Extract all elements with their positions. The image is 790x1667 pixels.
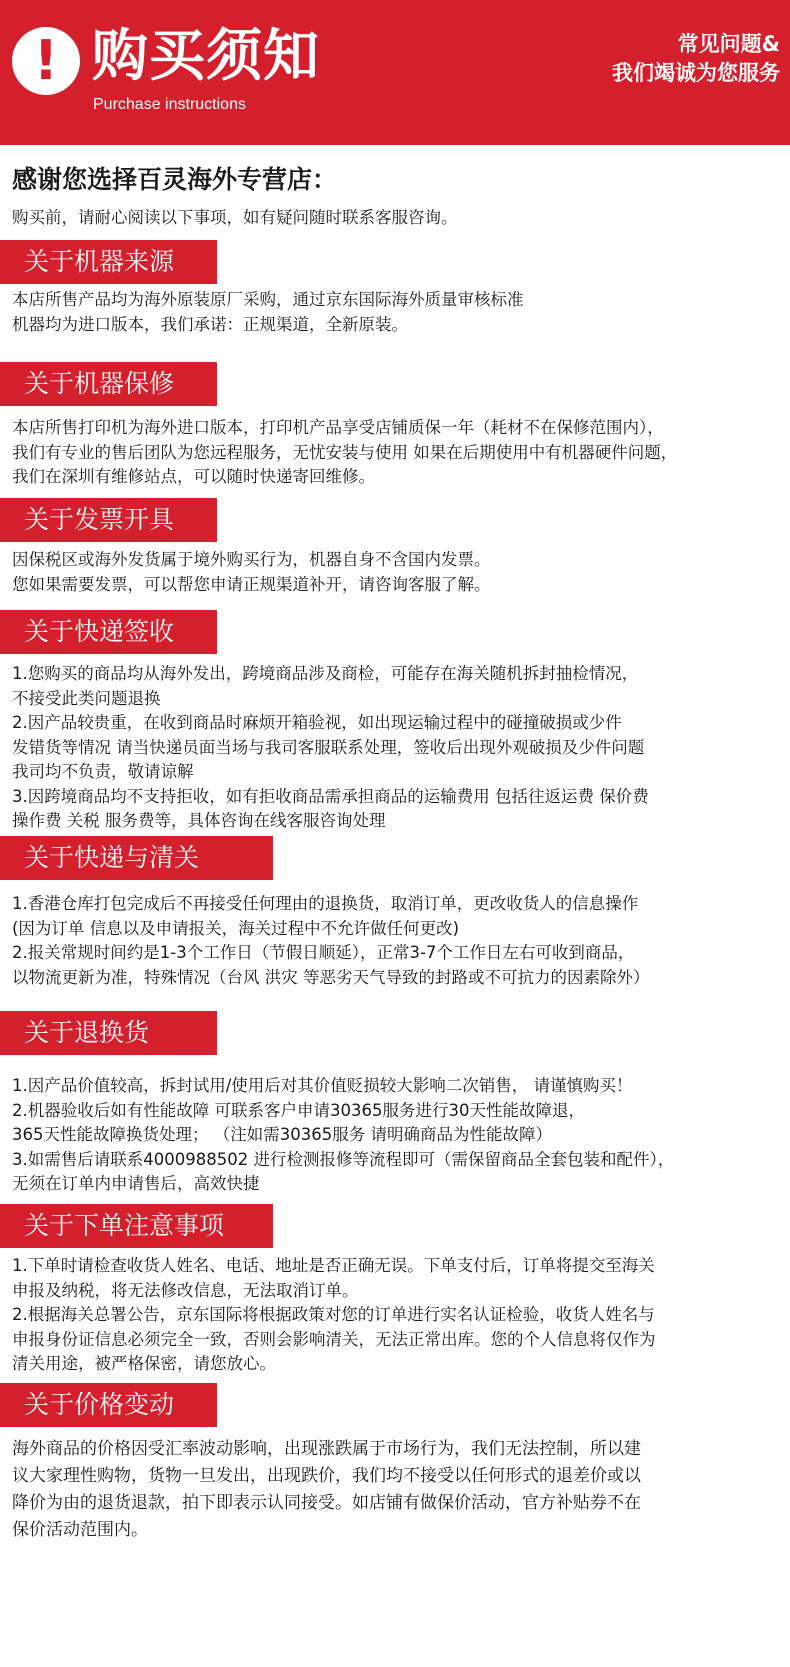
body-line: 本店所售产品均为海外原装原厂采购，通过京东国际海外质量审核标准 bbox=[12, 290, 524, 309]
body-line: 保价活动范围内。 bbox=[12, 1520, 148, 1540]
exclamation-icon: ! bbox=[12, 27, 80, 95]
body-line: 我司均不负责，敬请谅解 bbox=[12, 762, 194, 781]
page-title: 购买须知 bbox=[92, 24, 320, 89]
section-body-source bbox=[12, 288, 782, 337]
section-body-delivery bbox=[12, 662, 782, 834]
body-line: 操作费 关税 服务费等，具体咨询在线客服咨询处理 bbox=[12, 811, 386, 830]
body-line: 无须在订单内申请售后，高效快捷 bbox=[12, 1174, 260, 1193]
body-line: 海外商品的价格因受汇率波动影响，出现涨跌属于市场行为，我们无法控制，所以建 bbox=[12, 1439, 641, 1459]
section-heading-price-change: 关于价格变动 bbox=[0, 1383, 217, 1427]
section-heading-warranty: 关于机器保修 bbox=[0, 362, 217, 406]
section-body-price-change bbox=[12, 1436, 782, 1544]
body-line: 您如果需要发票，可以帮您申请正规渠道补开，请咨询客服了解。 bbox=[12, 574, 491, 594]
body-line: 我们在深圳有维修站点，可以随时快递寄回维修。 bbox=[12, 467, 375, 486]
body-line: 清关用途，被严格保密，请您放心。 bbox=[12, 1354, 276, 1373]
body-line: 本店所售打印机为海外进口版本，打印机产品享受店铺质保一年（耗材不在保修范围内）， bbox=[12, 418, 664, 437]
body-line: 2.报关常规时间约是1-3个工作日（节假日顺延），正常3-7个工作日左右可收到商品， bbox=[12, 943, 635, 962]
section-body-warranty bbox=[12, 416, 782, 490]
body-line: 2.机器验收后如有性能故障 可联系客户申请30365服务进行30天性能故障退， bbox=[12, 1100, 585, 1120]
slogan-line-1: 常见问题& bbox=[677, 32, 780, 56]
body-line: 2.因产品较贵重，在收到商品时麻烦开箱验视，如出现运输过程中的碰撞破损或少件 bbox=[12, 713, 622, 732]
header-banner bbox=[0, 0, 790, 145]
body-line: 1.下单时请检查收货人姓名、电话、地址是否正确无误。下单支付后，订单将提交至海关 bbox=[12, 1256, 655, 1275]
body-line: 1.您购买的商品均从海外发出，跨境商品涉及商检，可能存在海关随机拆封抽检情况， bbox=[12, 664, 639, 683]
section-body-returns bbox=[12, 1074, 782, 1197]
body-line: 机器均为进口版本，我们承诺：正规渠道，全新原装。 bbox=[12, 314, 408, 334]
body-line: 不接受此类问题退换 bbox=[12, 688, 161, 708]
body-line: 申报及纳税，将无法修改信息，无法取消订单。 bbox=[12, 1280, 359, 1300]
body-line: 以物流更新为准，特殊情况（台风 洪灾 等恶劣天气导致的封路或不可抗力的因素除外） bbox=[12, 967, 650, 987]
page-subtitle: Purchase instructions bbox=[93, 96, 246, 113]
body-line: 因保税区或海外发货属于境外购买行为，机器自身不含国内发票。 bbox=[12, 550, 491, 569]
intro-title: 感谢您选择百灵海外专营店： bbox=[12, 165, 338, 194]
section-heading-order-notes: 关于下单注意事项 bbox=[0, 1204, 273, 1248]
header-slogan bbox=[612, 30, 780, 88]
body-line: 2.根据海关总署公告，京东国际将根据政策对您的订单进行实名认证检验，收货人姓名与 bbox=[12, 1305, 655, 1324]
body-line: 降价为由的退货退款，拍下即表示认同接受。如店铺有做保价活动，官方补贴券不在 bbox=[12, 1493, 641, 1513]
body-line: 3.如需售后请联系4000988502 进行检测报修等流程即可（需保留商品全套包装和配件）， bbox=[12, 1149, 675, 1169]
slogan-line-2: 我们竭诚为您服务 bbox=[612, 61, 780, 85]
body-line: 议大家理性购物，货物一旦发出，出现跌价，我们均不接受以任何形式的退差价或以 bbox=[12, 1466, 641, 1486]
body-line: 365天性能故障换货处理； （注如需30365服务 请明确商品为性能故障） bbox=[12, 1125, 552, 1144]
body-line: 1.香港仓库打包完成后不再接受任何理由的退换货，取消订单，更改收货人的信息操作 bbox=[12, 894, 639, 913]
section-body-customs bbox=[12, 892, 782, 990]
section-body-order-notes bbox=[12, 1254, 782, 1377]
section-heading-delivery: 关于快递签收 bbox=[0, 610, 217, 654]
body-line: 我们有专业的售后团队为您远程服务，无忧安装与使用 如果在后期使用中有机器硬件问题， bbox=[12, 442, 678, 462]
section-heading-invoice: 关于发票开具 bbox=[0, 498, 217, 542]
body-line: 1.因产品价值较高，拆封试用/使用后对其价值贬损较大影响二次销售， 请谨慎购买！ bbox=[12, 1076, 633, 1095]
body-line: 3.因跨境商品均不支持拒收，如有拒收商品需承担商品的运输费用 包括往返运费 保价费 bbox=[12, 786, 649, 806]
body-line: (因为订单 信息以及申请报关，海关过程中不允许做任何更改) bbox=[12, 918, 460, 938]
body-line: 申报身份证信息必须完全一致，否则会影响清关，无法正常出库。您的个人信息将仅作为 bbox=[12, 1329, 656, 1349]
section-body-invoice bbox=[12, 548, 782, 597]
section-heading-customs: 关于快递与清关 bbox=[0, 836, 273, 880]
body-line: 发错货等情况 请当快递员面当场与我司客服联系处理，签收后出现外观破损及少件问题 bbox=[12, 737, 645, 757]
section-heading-returns: 关于退换货 bbox=[0, 1011, 217, 1055]
section-heading-source: 关于机器来源 bbox=[0, 240, 217, 284]
intro-text: 购买前，请耐心阅读以下事项，如有疑问随时联系客服咨询。 bbox=[12, 208, 458, 227]
